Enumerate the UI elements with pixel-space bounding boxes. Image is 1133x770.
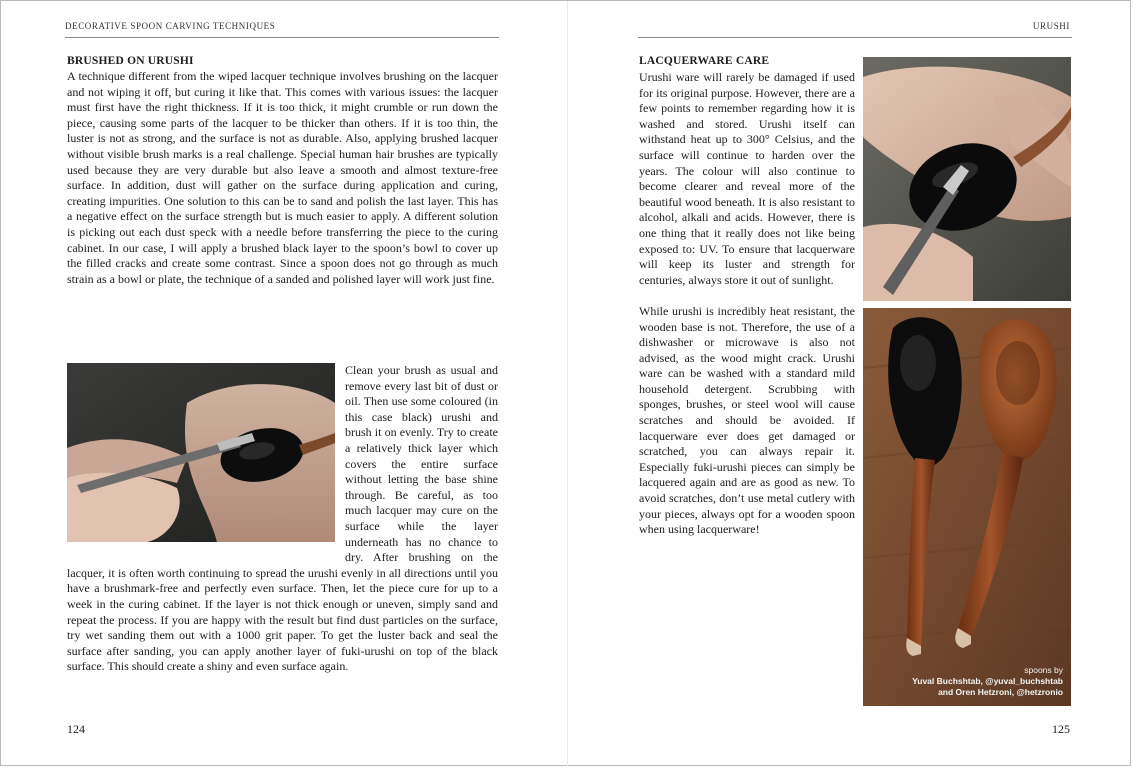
photo-two-spoons bbox=[863, 308, 1071, 706]
caption-line-2: Yuval Buchshtab, @yuval_buchshtab bbox=[912, 676, 1063, 686]
spoon-bowl-photo-illustration bbox=[863, 57, 1071, 301]
running-head-right: URUSHI bbox=[1032, 21, 1070, 31]
header-rule-left bbox=[65, 37, 499, 38]
paragraph-brushed-intro: A technique different from the wiped lacquer technique involves brushing on the lacquer and not wiping it off, but curing it like that. This comes with various issues: the lacquer must first have the right thickness. If it is too thick, it might crumble or run down the piece, causing some parts of the lacquer to be thicker than others. If it is too thin, the luster is not as strong, and the surface is not as durable. Also, applying brushed lacquer without visible brush marks is a real challenge. Special human hair brushes are typically used because they are very durable but also leave a smooth and almost texture-free surface. In addition, dust will gather on the surface during application and curing, creating impurities. One solution to this can be to sand and polish the last layer. This has a negative effect on the surface strength but is much easier to apply. A different solution is picking out each dust speck with a needle before transferring the piece to the curing cabinet. In our case, I will apply a brushed black layer to the spoon’s bowl to cover up the filled cracks and create some contrast. Since a spoon does not go through as much strain as a bowl or plate, the technique of a sanded and polished layer will work just fine. bbox=[67, 69, 498, 286]
body-text-left-2 bbox=[67, 363, 498, 675]
two-spoons-photo-illustration bbox=[863, 308, 1071, 706]
right-page bbox=[568, 1, 1132, 767]
paragraph-care-washing: While urushi is incredibly heat resistant, the wooden base is not. Therefore, the use of a dishwasher or microwave is also not advised, as the wood might crack. Urushi ware can be washed with a standard mild household detergent. Scrubbing with sponges, brushes, or steel wool will cause scratches and should be avoided. If lacquerware ever does get damaged or scratched, you can always repair it. Especially fuki-urushi pieces can simply be lacquered again and are as good as new. To avoid scratches, don’t use metal cutlery with your pieces, always opt for a wooden spoon when using lacquerware! bbox=[639, 303, 855, 537]
page-number-left: 124 bbox=[67, 722, 85, 736]
header-rule-right bbox=[638, 37, 1072, 38]
body-text-right bbox=[639, 70, 855, 538]
paragraph-brushing-steps: Clean your brush as usual and remove every last bit of dust or oil. Then use some coloured (in this case black) urushi and brush it on evenly. Try to create a relatively thick layer which covers the entire surface without letting the base shine through. Be careful, as too much lacquer may cure on the surface while the layer underneath has no chance to dry. After brushing on the lacquer, it is often worth continuing to spread the urushi evenly in all directions until you have a brushmark-free and perfectly even surface. Then, let the piece cure for up to a week in the curing cabinet. If the layer is not thick enough or uneven, simply sand and repeat the process. If you are happy with the result but find dust particles on the surface, try wet sanding them out with a 1000 grit paper. To get the luster back and seal the surface after sanding, you can apply another layer of fuki-urushi on top of the black surface. This should create a shiny and even surface again. bbox=[67, 363, 498, 674]
section-heading-lacquerware-care: LACQUERWARE CARE bbox=[639, 55, 770, 67]
photo-brushing-spoon-bowl bbox=[863, 57, 1071, 301]
paragraph-care-intro: Urushi ware will rarely be damaged if used for its original purpose. However, there are a few points to remember regarding how it is washed and stored. Urushi itself can withstand heat up to 300° Celsius, and the surface will continue to harden over the years. The colour will also continue to become clearer and reveal more of the beautiful wood beneath. It is also resistant to alcohol, alkali and acids. However, there is one thing that it really does not like being exposed to: UV. To ensure that lacquerware will keep its luster and strength for centuries, always store it out of sunlight. bbox=[639, 70, 855, 287]
page-number-right: 125 bbox=[1052, 722, 1070, 736]
photo-caption bbox=[912, 665, 1063, 698]
caption-line-3: and Oren Hetzroni, @hetzronio bbox=[938, 687, 1063, 697]
running-head-left: DECORATIVE SPOON CARVING TECHNIQUES bbox=[65, 21, 276, 31]
left-page bbox=[1, 1, 567, 767]
caption-line-1: spoons by bbox=[1024, 665, 1063, 675]
section-heading-brushed-on-urushi: BRUSHED ON URUSHI bbox=[67, 55, 194, 67]
photo-wrap-spacer bbox=[67, 363, 345, 552]
body-text-left-1 bbox=[67, 69, 498, 287]
